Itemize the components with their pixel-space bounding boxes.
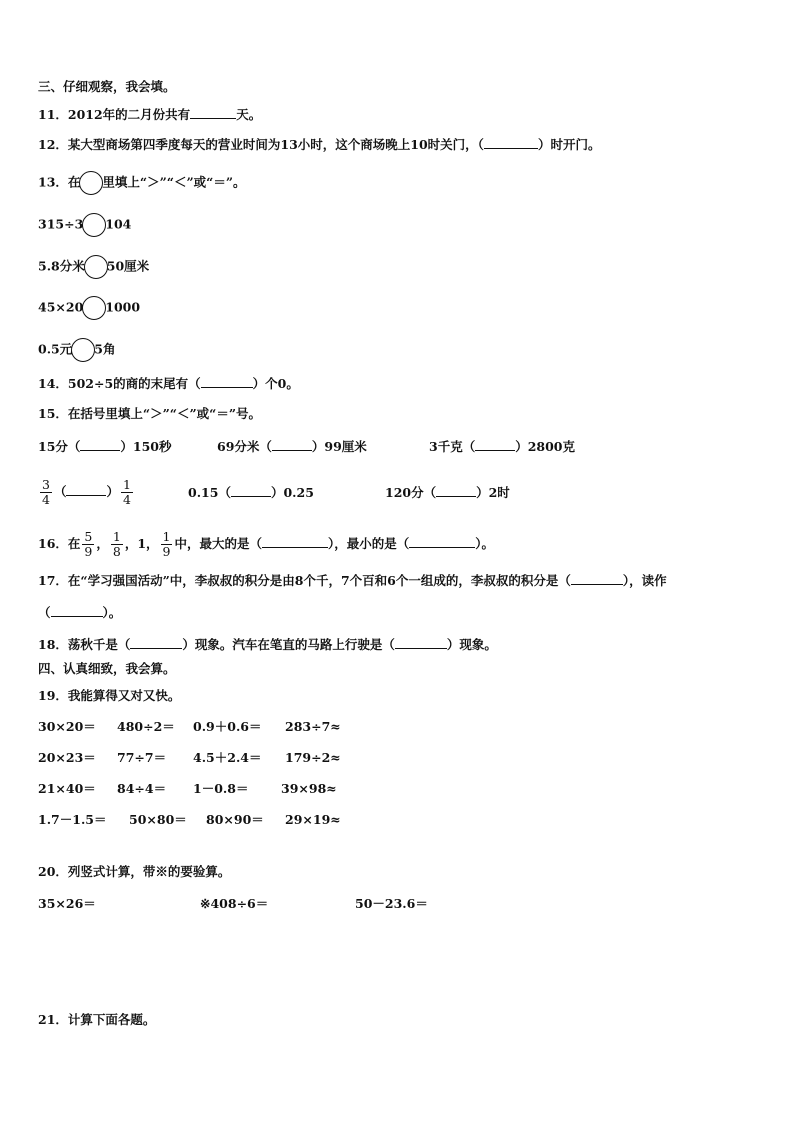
q15-r2-item2-right: ）0.25 <box>270 485 314 500</box>
q17-text-b: ），读作 <box>622 573 667 588</box>
frac-denominator: 4 <box>42 492 50 507</box>
section-3-title: 三、仔细观察，我会填。 <box>38 79 176 94</box>
q15-r1-item1-right: ）150秒 <box>120 439 172 454</box>
q15-r1-item2-blank[interactable] <box>272 438 312 451</box>
q13-row-3 <box>38 296 140 320</box>
q13-row-1-right: 104 <box>105 216 132 232</box>
q15-fraction-1-4 <box>121 478 133 507</box>
q13-row-4-left: 0.5元 <box>38 341 73 357</box>
q12-answer-blank[interactable] <box>484 136 538 149</box>
q12-text-b: ）时开门。 <box>537 137 601 152</box>
q16-text-c: ），最小的是（ <box>328 536 410 551</box>
q19-r3c3: 1－0.8＝ <box>193 781 249 796</box>
frac-numerator: 1 <box>162 529 171 544</box>
question-14 <box>38 375 299 392</box>
q15-r2-item1-blank[interactable] <box>66 483 106 496</box>
q13-text-b: 里填上“＞”“＜”或“＝”。 <box>102 174 246 190</box>
q19-r1c1: 30×20＝ <box>38 719 96 734</box>
q15-r2-item3-blank[interactable] <box>436 484 476 497</box>
q20-item-1: 35×26＝ <box>38 896 96 911</box>
q15-row-1-item-2 <box>217 438 367 455</box>
q16-sep-2: ，1， <box>124 536 159 551</box>
q20-item-3: 50－23.6＝ <box>355 896 428 911</box>
q15-r2-item1-right: ） <box>106 484 119 499</box>
frac-denominator: 9 <box>84 544 93 559</box>
q15-r1-item3-right: ）2800克 <box>515 439 575 454</box>
q15-r1-item3-left: 3千克（ <box>429 439 476 454</box>
q13-text-a: 13．在 <box>38 174 81 190</box>
q15-r2-item2-left: 0.15（ <box>188 485 231 500</box>
q15-r1-item1-left: 15分（ <box>38 439 81 454</box>
q12-text-a: 12．某大型商场第四季度每天的营业时间为13小时，这个商场晚上10时关门，（ <box>38 137 484 152</box>
q11-text-b: 天。 <box>236 107 262 122</box>
q15-row-1-item-3 <box>429 438 575 455</box>
q19-title: 19．我能算得又对又快。 <box>38 688 181 703</box>
q15-r2-item2-blank[interactable] <box>231 484 271 497</box>
q15-row-1 <box>38 438 172 455</box>
q13-row-2 <box>38 255 149 279</box>
q20-title: 20．列竖式计算，带※的要验算。 <box>38 864 231 879</box>
q16-fraction-1-9 <box>161 530 173 559</box>
q18-blank-2[interactable] <box>395 636 447 649</box>
question-16 <box>38 526 494 562</box>
q19-r4c2: 50×80＝ <box>129 812 187 827</box>
q13-row-2-right: 50厘米 <box>106 258 150 274</box>
frac-denominator: 8 <box>112 544 121 559</box>
q19-r2c1: 20×23＝ <box>38 750 96 765</box>
q15-r1-item3-blank[interactable] <box>475 438 515 451</box>
q21-title: 21．计算下面各题。 <box>38 1012 156 1027</box>
q15-row-2-item-3 <box>385 484 510 501</box>
frac-numerator: 3 <box>42 477 50 492</box>
q14-text-a: 14．502÷5的商的末尾有（ <box>38 376 201 391</box>
q16-text-d: ）。 <box>475 536 495 551</box>
question-11 <box>38 106 261 123</box>
q16-text-b: 中，最大的是（ <box>174 536 262 551</box>
frac-numerator: 1 <box>112 529 121 544</box>
q15-r2-item1-left: （ <box>53 484 67 499</box>
q19-r3c2: 84÷4＝ <box>117 781 167 796</box>
q17-text-c: （ <box>38 605 51 620</box>
q16-fraction-1-8 <box>111 530 123 559</box>
q18-text-a: 18．荡秋千是（ <box>38 637 131 652</box>
q13-row-3-left: 45×20 <box>38 299 84 315</box>
q11-answer-blank[interactable] <box>190 106 236 119</box>
q13-circle-sample <box>79 171 103 195</box>
question-12 <box>38 136 600 153</box>
q19-r3c4: 39×98≈ <box>281 781 337 796</box>
q16-min-blank[interactable] <box>409 535 475 548</box>
q11-text-a: 11．2012年的二月份共有 <box>38 107 191 122</box>
question-18 <box>38 636 497 653</box>
q19-r4c1: 1.7－1.5＝ <box>38 812 107 827</box>
question-17 <box>38 572 667 589</box>
q20-item-2: ※408÷6＝ <box>200 896 269 911</box>
q15-r2-item3-left: 120分（ <box>385 485 437 500</box>
q15-row-2 <box>38 474 135 510</box>
section-4-title: 四、认真细致，我会算。 <box>38 661 176 676</box>
q15-r1-item2-left: 69分米（ <box>217 439 272 454</box>
q17-text-a: 17．在“学习强国活动”中，李叔叔的积分是由8个千，7个百和6个一组成的，李叔叔的积分是（ <box>38 573 571 588</box>
q15-row-2-item-2 <box>188 484 314 501</box>
q13-row-3-circle[interactable] <box>82 296 106 320</box>
q17-score-blank[interactable] <box>571 572 623 585</box>
q17-text-d: ）。 <box>102 605 122 620</box>
q18-text-b: ）现象。汽车在笔直的马路上行驶是（ <box>182 637 395 652</box>
q19-r4c3: 80×90＝ <box>206 812 264 827</box>
frac-numerator: 5 <box>84 529 93 544</box>
q15-title: 15．在括号里填上“＞”“＜”或“＝”号。 <box>38 406 262 421</box>
q18-text-c: ）现象。 <box>446 637 497 652</box>
q19-r1c2: 480÷2＝ <box>117 719 175 734</box>
q15-r1-item1-blank[interactable] <box>80 438 120 451</box>
q13-row-2-left: 5.8分米 <box>38 258 85 274</box>
q13-row-2-circle[interactable] <box>84 255 108 279</box>
q14-text-b: ）个0。 <box>252 376 299 391</box>
q19-r1c3: 0.9＋0.6＝ <box>193 719 262 734</box>
question-17-line-2 <box>38 604 121 621</box>
q13-row-4 <box>38 338 115 362</box>
frac-denominator: 4 <box>122 492 131 507</box>
frac-numerator: 1 <box>122 477 131 492</box>
q19-r2c4: 179÷2≈ <box>285 750 341 765</box>
question-13 <box>38 171 246 195</box>
q16-fraction-5-9 <box>82 530 94 559</box>
q16-sep-1: ， <box>96 536 109 551</box>
q13-row-4-right: 5角 <box>94 341 116 357</box>
q19-r1c4: 283÷7≈ <box>285 719 341 734</box>
q19-r4c4: 29×19≈ <box>285 812 341 827</box>
q13-row-1 <box>38 213 131 237</box>
q15-r1-item2-right: ）99厘米 <box>311 439 367 454</box>
q18-blank-1[interactable] <box>130 636 182 649</box>
q16-max-blank[interactable] <box>262 535 328 548</box>
q13-row-1-circle[interactable] <box>82 213 106 237</box>
q15-fraction-3-4 <box>40 478 52 507</box>
q15-r2-item3-right: ）2时 <box>476 485 510 500</box>
q14-answer-blank[interactable] <box>201 375 253 388</box>
q19-r3c1: 21×40＝ <box>38 781 96 796</box>
q13-row-4-circle[interactable] <box>71 338 95 362</box>
q17-read-blank[interactable] <box>51 604 103 617</box>
q13-row-1-left: 315÷3 <box>38 216 84 232</box>
q19-r2c3: 4.5＋2.4＝ <box>193 750 262 765</box>
q16-text-a: 16．在 <box>38 536 81 551</box>
q19-r2c2: 77÷7＝ <box>117 750 167 765</box>
q13-row-3-right: 1000 <box>105 299 141 315</box>
frac-denominator: 9 <box>162 544 171 559</box>
